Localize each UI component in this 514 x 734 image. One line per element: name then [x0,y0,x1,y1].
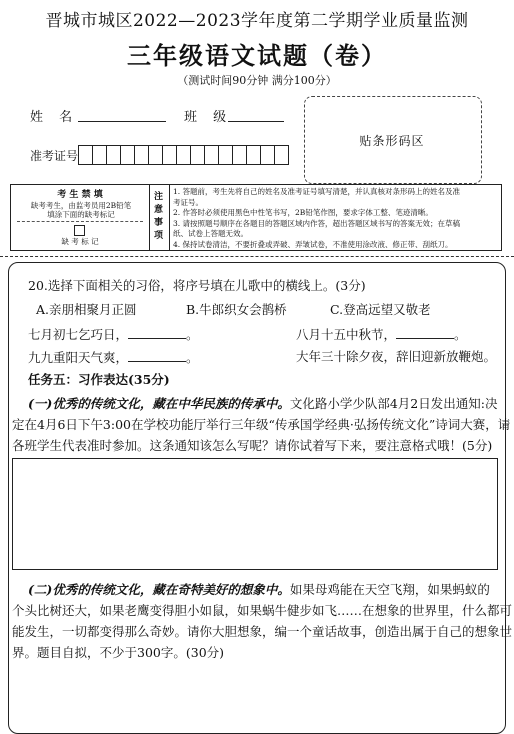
note-line: 1. 答题前，考生先将自己的姓名及准考证号填写清楚，并认真核对条形码上的姓名及准 [173,187,461,196]
part2-line-3: 能发生，一切都变得那么奇妙。请你大胆想象，编一个童话故事，创造出属于自己的想象世 [12,624,513,639]
forbidden-text-1: 缺考考生，由监考员用2B铅笔 [30,201,132,210]
ticket-label: 准考证号 [30,149,79,163]
period: 。 [454,327,467,342]
class-label: 班 级 [184,110,233,125]
note-line: 纸、试卷上答题无效。 [173,229,248,238]
part2-lead: (二)优秀的传统文化，藏在奇特美好的想象中。 [28,582,290,597]
name-field[interactable] [78,121,166,122]
answer-blank-1[interactable] [128,326,186,339]
notes-list [173,187,499,250]
period: 。 [186,327,199,342]
part1-line-3: 各班学生代表准时参加。这条通知该怎么写呢？请你试着写下来，要注意格式哦！(5分) [12,438,493,453]
song-line-2-right: 大年三十除夕夜，辞旧迎新放鞭炮。 [296,349,497,364]
note-line: 3. 请按照题号顺序在各题目的答题区域内作答，超出答题区域书写的答案无效；在草稿 [173,218,461,228]
song-line-1-left [28,326,199,343]
note-line: 4. 保持试卷清洁，不要折叠或弄破、弄皱试卷，不准使用涂改液、修正带、刮纸刀。 [173,239,453,249]
name-label: 姓 名 [30,110,79,125]
absent-mark-box[interactable] [74,225,85,236]
task5-title: 任务五：习作表达(35分) [28,372,170,387]
barcode-label: 贴条形码区 [359,134,425,148]
forbidden-text-2: 填涂下面的缺考标记 [47,210,115,219]
part1-line-2: 定在4月6日下午3:00在学校功能厅举行三年级“传承国学经典·弘扬传统文化”诗词大赛，请 [12,417,511,432]
part1-line-1 [28,396,497,412]
part2-text: 如果母鸡能在天空飞翔，如果蚂蚁的 [289,582,490,597]
note-line: 考证号。 [173,197,203,207]
rules-box [10,184,502,251]
part2-line-1 [28,582,490,598]
part1-lead: (一)优秀的传统文化，藏在中华民族的传承中。 [28,396,290,411]
absent-mark-label: 缺 考 标 记 [61,237,99,246]
notes-title: 注意事项 [154,192,164,241]
song-line-2-left [28,349,199,366]
q20-prompt: 20.选择下面相关的习俗，将序号填在儿歌中的横线上。(3分) [28,278,366,293]
class-field[interactable] [228,121,284,122]
song-text: 九九重阳天气爽， [28,350,129,365]
part2-line-4: 界。题目自拟，不少于300字。(30分) [12,645,225,660]
part2-line-2: 个头比树还大，如果老鹰变得胆小如鼠，如果蜗牛健步如飞……在想象的世界里，什么都可 [12,603,513,618]
notice-writing-box[interactable] [12,458,498,570]
forbidden-title: 考 生 禁 填 [57,190,103,200]
song-text: 七月初七乞巧日， [28,327,129,342]
exam-info: （测试时间90分钟 满分100分） [177,74,337,87]
song-line-1-right [296,326,467,343]
paper-title: 三年级语文试题（卷） [127,41,387,70]
song-text: 八月十五中秋节， [296,327,397,342]
answer-blank-3[interactable] [128,349,186,362]
option-b: B.牛郎织女会鹊桥 [186,302,287,317]
part1-text: 文化路小学少队部4月2日发出通知:决 [289,396,498,411]
option-a: A.亲朋相聚月正圆 [36,302,137,317]
option-c: C.登高远望又敬老 [330,302,431,317]
period: 。 [186,350,199,365]
answer-blank-2[interactable] [396,326,454,339]
note-line: 2. 作答时必须使用黑色中性笔书写，2B铅笔作图，要求字体工整、笔迹清晰。 [173,208,433,217]
cut-line [0,256,514,257]
exam-title: 晋城市城区2022—2023学年度第二学期学业质量监测 [45,11,469,31]
